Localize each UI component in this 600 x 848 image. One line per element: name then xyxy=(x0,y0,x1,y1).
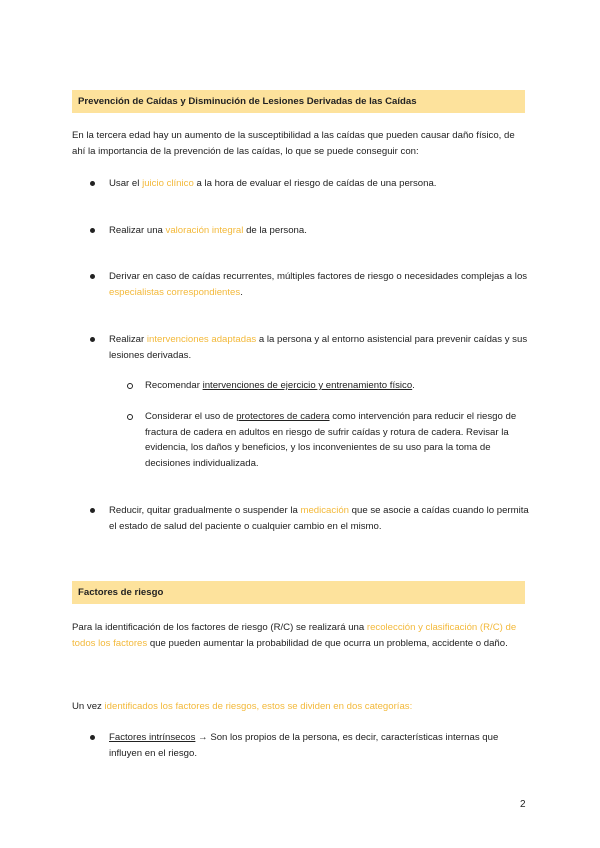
circle-bullet-icon xyxy=(127,383,133,389)
highlighted-term: medicación xyxy=(300,505,349,516)
underlined-term: protectores de cadera xyxy=(236,411,330,422)
highlighted-term: intervenciones adaptadas xyxy=(146,334,257,345)
list-item: Derivar en caso de caídas recurrentes, múltiples factores de riesgo o necesidades complejas a los especialistas correspondientes. xyxy=(90,269,530,300)
section-heading-prevencion xyxy=(72,90,525,113)
factores-paragraph: Para la identificación de los factores de riesgo (R/C) se realizará una recolección y clasificación (R/C) de todos los factores que pueden aumentar la probabilidad de que ocurra un problema, accidente o daño. xyxy=(72,622,517,649)
list-item: Factores intrínsecos → Son los propios de la persona, es decir, características internas que influyen en el riesgo. xyxy=(90,730,530,761)
bullet-icon xyxy=(90,337,95,342)
bullet-icon xyxy=(90,181,95,186)
highlighted-term: recolección y clasificación (R/C) de todos los factores xyxy=(72,622,517,649)
underlined-term: intervenciones de ejercicio y entrenamiento físico xyxy=(202,380,413,391)
bullet-icon xyxy=(90,228,95,233)
list-item: Realizar una valoración integral de la persona. xyxy=(90,223,530,239)
section-heading-factores xyxy=(72,581,525,604)
bullet-icon xyxy=(90,508,95,513)
highlighted-term: especialistas correspondientes xyxy=(109,286,241,298)
list-item: Usar el juicio clínico a la hora de evaluar el riesgo de caídas de una persona. xyxy=(90,176,530,192)
bullet-icon xyxy=(90,274,95,279)
section-title: Prevención de Caídas y Disminución de Lesiones Derivadas de las Caídas xyxy=(78,95,417,107)
list-item: Reducir, quitar gradualmente o suspender la medicación que se asocie a caídas cuando lo permita el estado de salud del paciente o cualquier cambio en el mismo. xyxy=(90,503,530,534)
categorias-paragraph: Un vez identificados los factores de riesgos, estos se dividen en dos categorías: xyxy=(72,701,413,712)
bullet-icon xyxy=(90,735,95,740)
highlighted-term: identificados los factores de riesgos, estos se dividen en dos categorías: xyxy=(104,701,413,712)
page-number: 2 xyxy=(520,799,526,810)
underlined-term: Factores intrínsecos xyxy=(109,732,196,743)
list-item: Realizar intervenciones adaptadas a la persona y al entorno asistencial para prevenir caídas y sus lesiones derivadas. xyxy=(90,332,530,363)
sub-list-item: Recomendar intervenciones de ejercicio y entrenamiento físico. xyxy=(127,378,527,394)
highlighted-term: juicio clínico xyxy=(142,178,194,189)
sub-list-item: Considerar el uso de protectores de cadera como intervención para reducir el riesgo de fractura de cadera en adultos en riesgo de sufrir caídas y rotura de cadera. Revisar la evidencia, los daños y beneficios, y los inconvenientes de su uso para la toma de decisiones individualizada. xyxy=(127,409,527,471)
intro-paragraph: En la tercera edad hay un aumento de la susceptibilidad a las caídas que pueden causar daño físico, de ahí la importancia de la prevención de las caídas, lo que se puede conseguir con: xyxy=(72,130,515,157)
highlighted-term: valoración integral xyxy=(165,225,244,236)
section-title: Factores de riesgo xyxy=(78,586,164,598)
circle-bullet-icon xyxy=(127,414,133,420)
